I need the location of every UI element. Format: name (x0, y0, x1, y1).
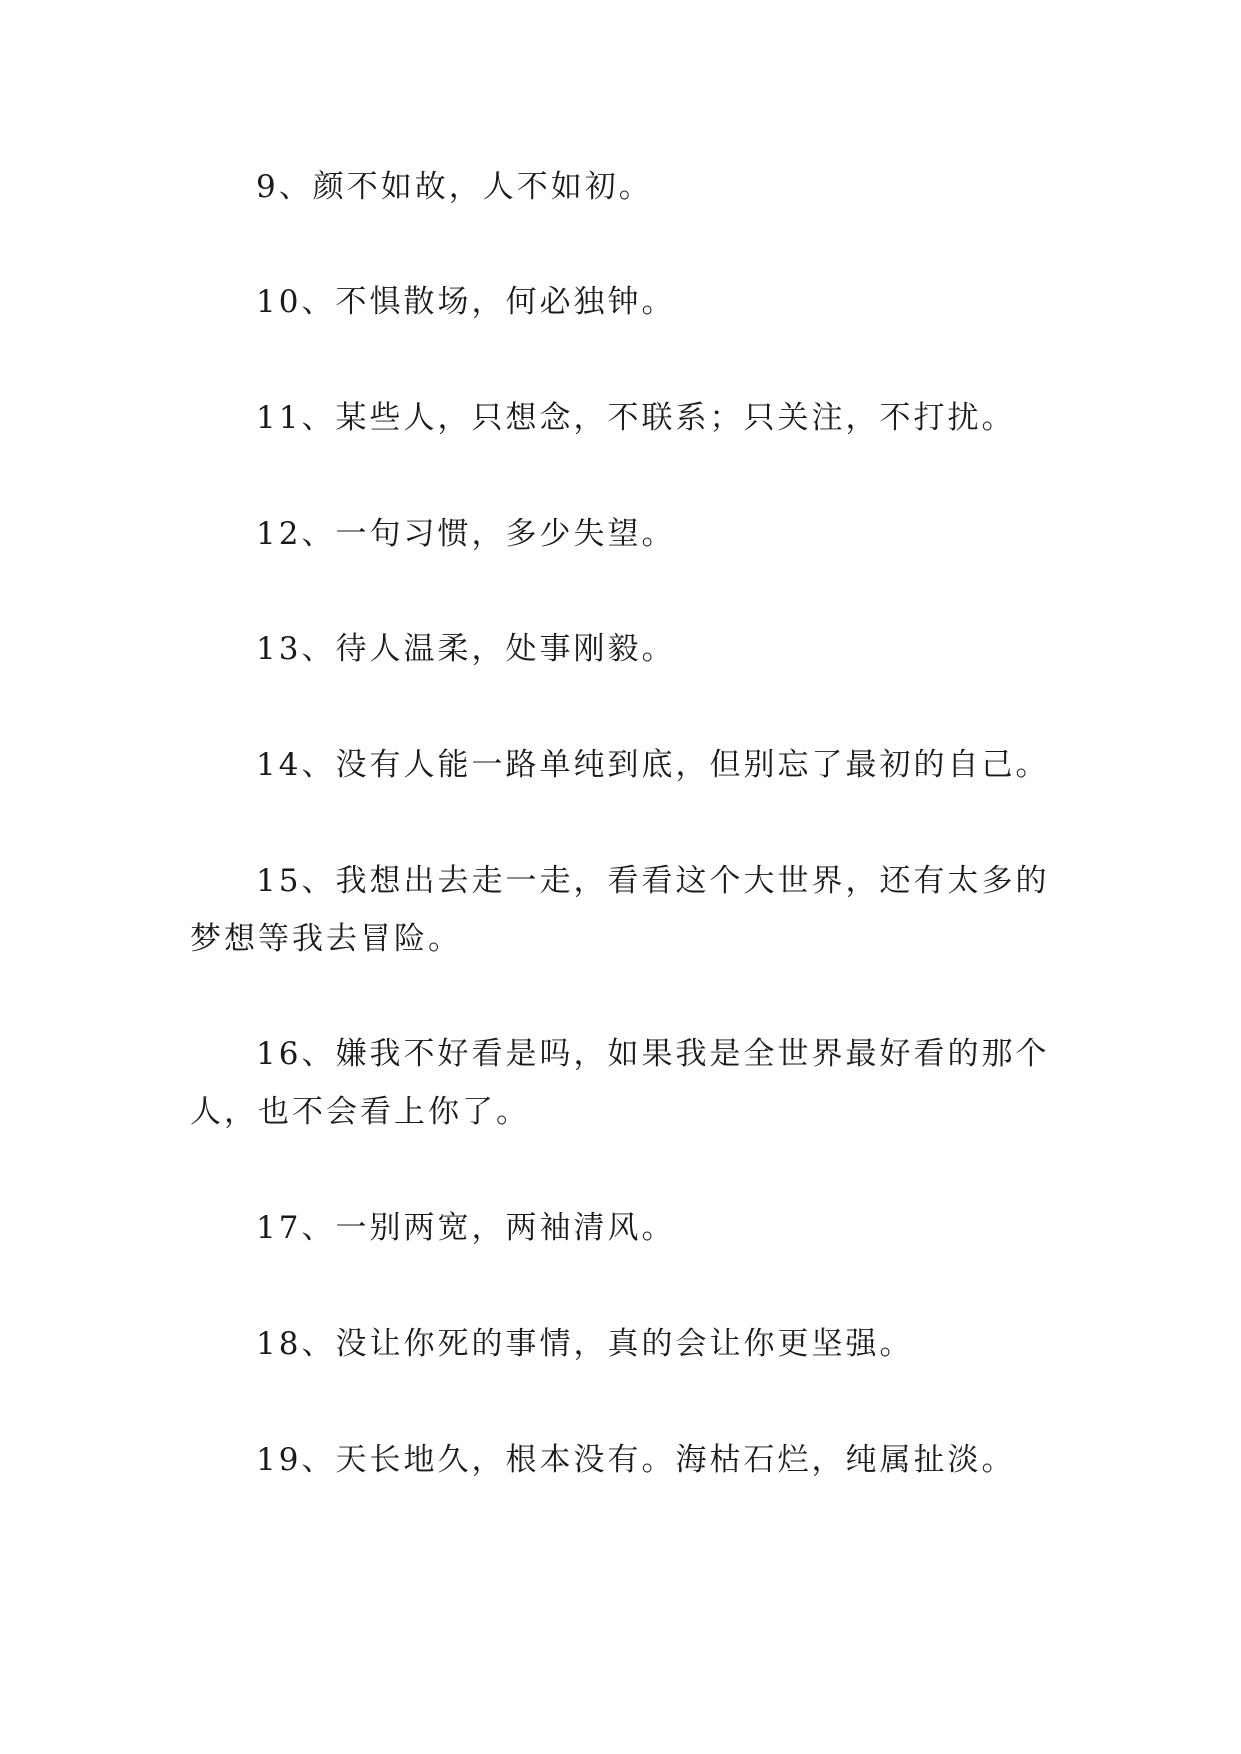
paragraph-17: 17、一别两宽，两袖清风。 (256, 1210, 676, 1246)
paragraph-14: 14、没有人能一路单纯到底，但别忘了最初的自己。 (256, 747, 1050, 783)
paragraph-10: 10、不惧散场，何必独钟。 (256, 284, 676, 320)
paragraph-16: 16、嫌我不好看是吗，如果我是全世界最好看的那个人，也不会看上你了。 (190, 1036, 1050, 1130)
paragraph-19: 19、天长地久，根本没有。海枯石烂，纯属扯淡。 (256, 1442, 1016, 1478)
paragraph-18: 18、没让你死的事情，真的会让你更坚强。 (256, 1326, 914, 1362)
paragraph-12: 12、一句习惯，多少失望。 (256, 516, 676, 552)
paragraph-15: 15、我想出去走一走，看看这个大世界，还有太多的梦想等我去冒险。 (190, 863, 1050, 957)
paragraph-9: 9、颜不如故，人不如初。 (256, 169, 653, 205)
paragraph-13: 13、待人温柔，处事刚毅。 (256, 631, 676, 667)
paragraph-11: 11、某些人，只想念，不联系；只关注，不打扰。 (256, 400, 1016, 436)
